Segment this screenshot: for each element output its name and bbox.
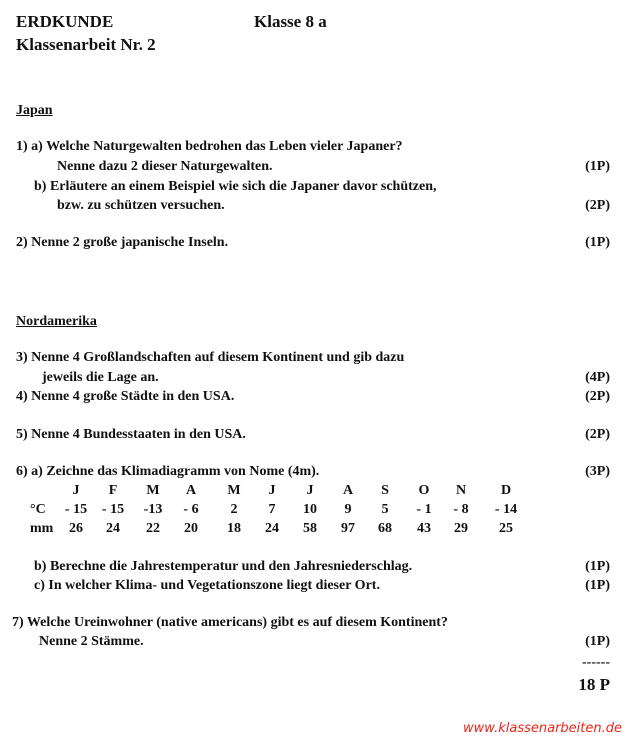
- question-1b-points: (2P): [585, 198, 610, 213]
- question-6a: 6) a) Zeichne das Klimadiagramm von Nome (4m).: [16, 464, 320, 479]
- question-6b: b) Berechne die Jahrestemperatur und den Jahresniederschlag.: [34, 559, 413, 574]
- precipitation-cell: 25: [499, 521, 513, 536]
- question-6b-points: (1P): [585, 559, 610, 574]
- temperature-unit-label: °C: [30, 502, 46, 517]
- precipitation-cell: 29: [454, 521, 468, 536]
- section-heading-japan: Japan: [16, 103, 53, 118]
- precipitation-cell: 43: [417, 521, 431, 536]
- total-points: 18 P: [578, 675, 610, 694]
- temperature-cell: - 15: [64, 502, 88, 517]
- question-1a-line2: Nenne dazu 2 dieser Naturgewalten.: [57, 159, 273, 174]
- section-heading-nordamerika: Nordamerika: [16, 314, 97, 329]
- question-5-points: (2P): [585, 427, 610, 442]
- temperature-cell: 5: [381, 502, 389, 517]
- month-cell: A: [185, 483, 197, 498]
- total-separator: ------: [582, 655, 610, 670]
- temperature-cell: - 1: [416, 502, 432, 517]
- precipitation-cell: 22: [146, 521, 160, 536]
- question-7-line1: 7) Welche Ureinwohner (native americans) gibt es auf diesem Kontinent?: [12, 615, 448, 630]
- question-1b-line2: bzw. zu schützen versuchen.: [57, 198, 225, 213]
- month-cell: J: [268, 483, 276, 498]
- temperature-cell: - 15: [101, 502, 125, 517]
- temperature-cell: - 14: [494, 502, 518, 517]
- month-cell: O: [418, 483, 430, 498]
- subject-title: ERDKUNDE: [16, 12, 114, 31]
- precipitation-cell: 26: [69, 521, 83, 536]
- precipitation-cell: 68: [378, 521, 392, 536]
- month-cell: A: [342, 483, 354, 498]
- temperature-cell: - 6: [183, 502, 199, 517]
- question-2-points: (1P): [585, 235, 610, 250]
- question-7-line2: Nenne 2 Stämme.: [39, 634, 144, 649]
- temperature-cell: 2: [230, 502, 238, 517]
- class-label: Klasse 8 a: [254, 12, 327, 31]
- temperature-cell: -13: [143, 502, 163, 517]
- question-1b-line1: b) Erläutere an einem Beispiel wie sich die Japaner davor schützen,: [34, 179, 437, 194]
- question-1a-line1: 1) a) Welche Naturgewalten bedrohen das Leben vieler Japaner?: [16, 139, 403, 154]
- precipitation-cell: 20: [184, 521, 198, 536]
- question-4: 4) Nenne 4 große Städte in den USA.: [16, 389, 235, 404]
- month-cell: F: [108, 483, 118, 498]
- question-3-line2: jeweils die Lage an.: [42, 370, 159, 385]
- question-2: 2) Nenne 2 große japanische Inseln.: [16, 235, 229, 250]
- precipitation-cell: 58: [303, 521, 317, 536]
- question-5: 5) Nenne 4 Bundesstaaten in den USA.: [16, 427, 246, 442]
- temperature-cell: - 8: [453, 502, 469, 517]
- precipitation-cell: 18: [227, 521, 241, 536]
- month-cell: M: [227, 483, 241, 498]
- temperature-cell: 9: [344, 502, 352, 517]
- temperature-cell: 10: [303, 502, 317, 517]
- precipitation-unit-label: mm: [30, 521, 54, 536]
- exam-title: Klassenarbeit Nr. 2: [16, 35, 156, 54]
- question-7-points: (1P): [585, 634, 610, 649]
- question-3-points: (4P): [585, 370, 610, 385]
- precipitation-cell: 24: [106, 521, 120, 536]
- month-cell: J: [72, 483, 80, 498]
- website-link[interactable]: www.klassenarbeiten.de: [463, 721, 622, 736]
- precipitation-cell: 24: [265, 521, 279, 536]
- question-4-points: (2P): [585, 389, 610, 404]
- month-cell: D: [500, 483, 512, 498]
- question-6a-points: (3P): [585, 464, 610, 479]
- month-cell: S: [381, 483, 389, 498]
- month-cell: M: [146, 483, 160, 498]
- question-1a-points: (1P): [585, 159, 610, 174]
- question-6c: c) In welcher Klima- und Vegetationszone liegt dieser Ort.: [34, 578, 380, 593]
- question-6c-points: (1P): [585, 578, 610, 593]
- question-3-line1: 3) Nenne 4 Großlandschaften auf diesem Kontinent und gib dazu: [16, 350, 405, 365]
- month-cell: N: [455, 483, 467, 498]
- precipitation-cell: 97: [341, 521, 355, 536]
- month-cell: J: [306, 483, 314, 498]
- temperature-cell: 7: [268, 502, 276, 517]
